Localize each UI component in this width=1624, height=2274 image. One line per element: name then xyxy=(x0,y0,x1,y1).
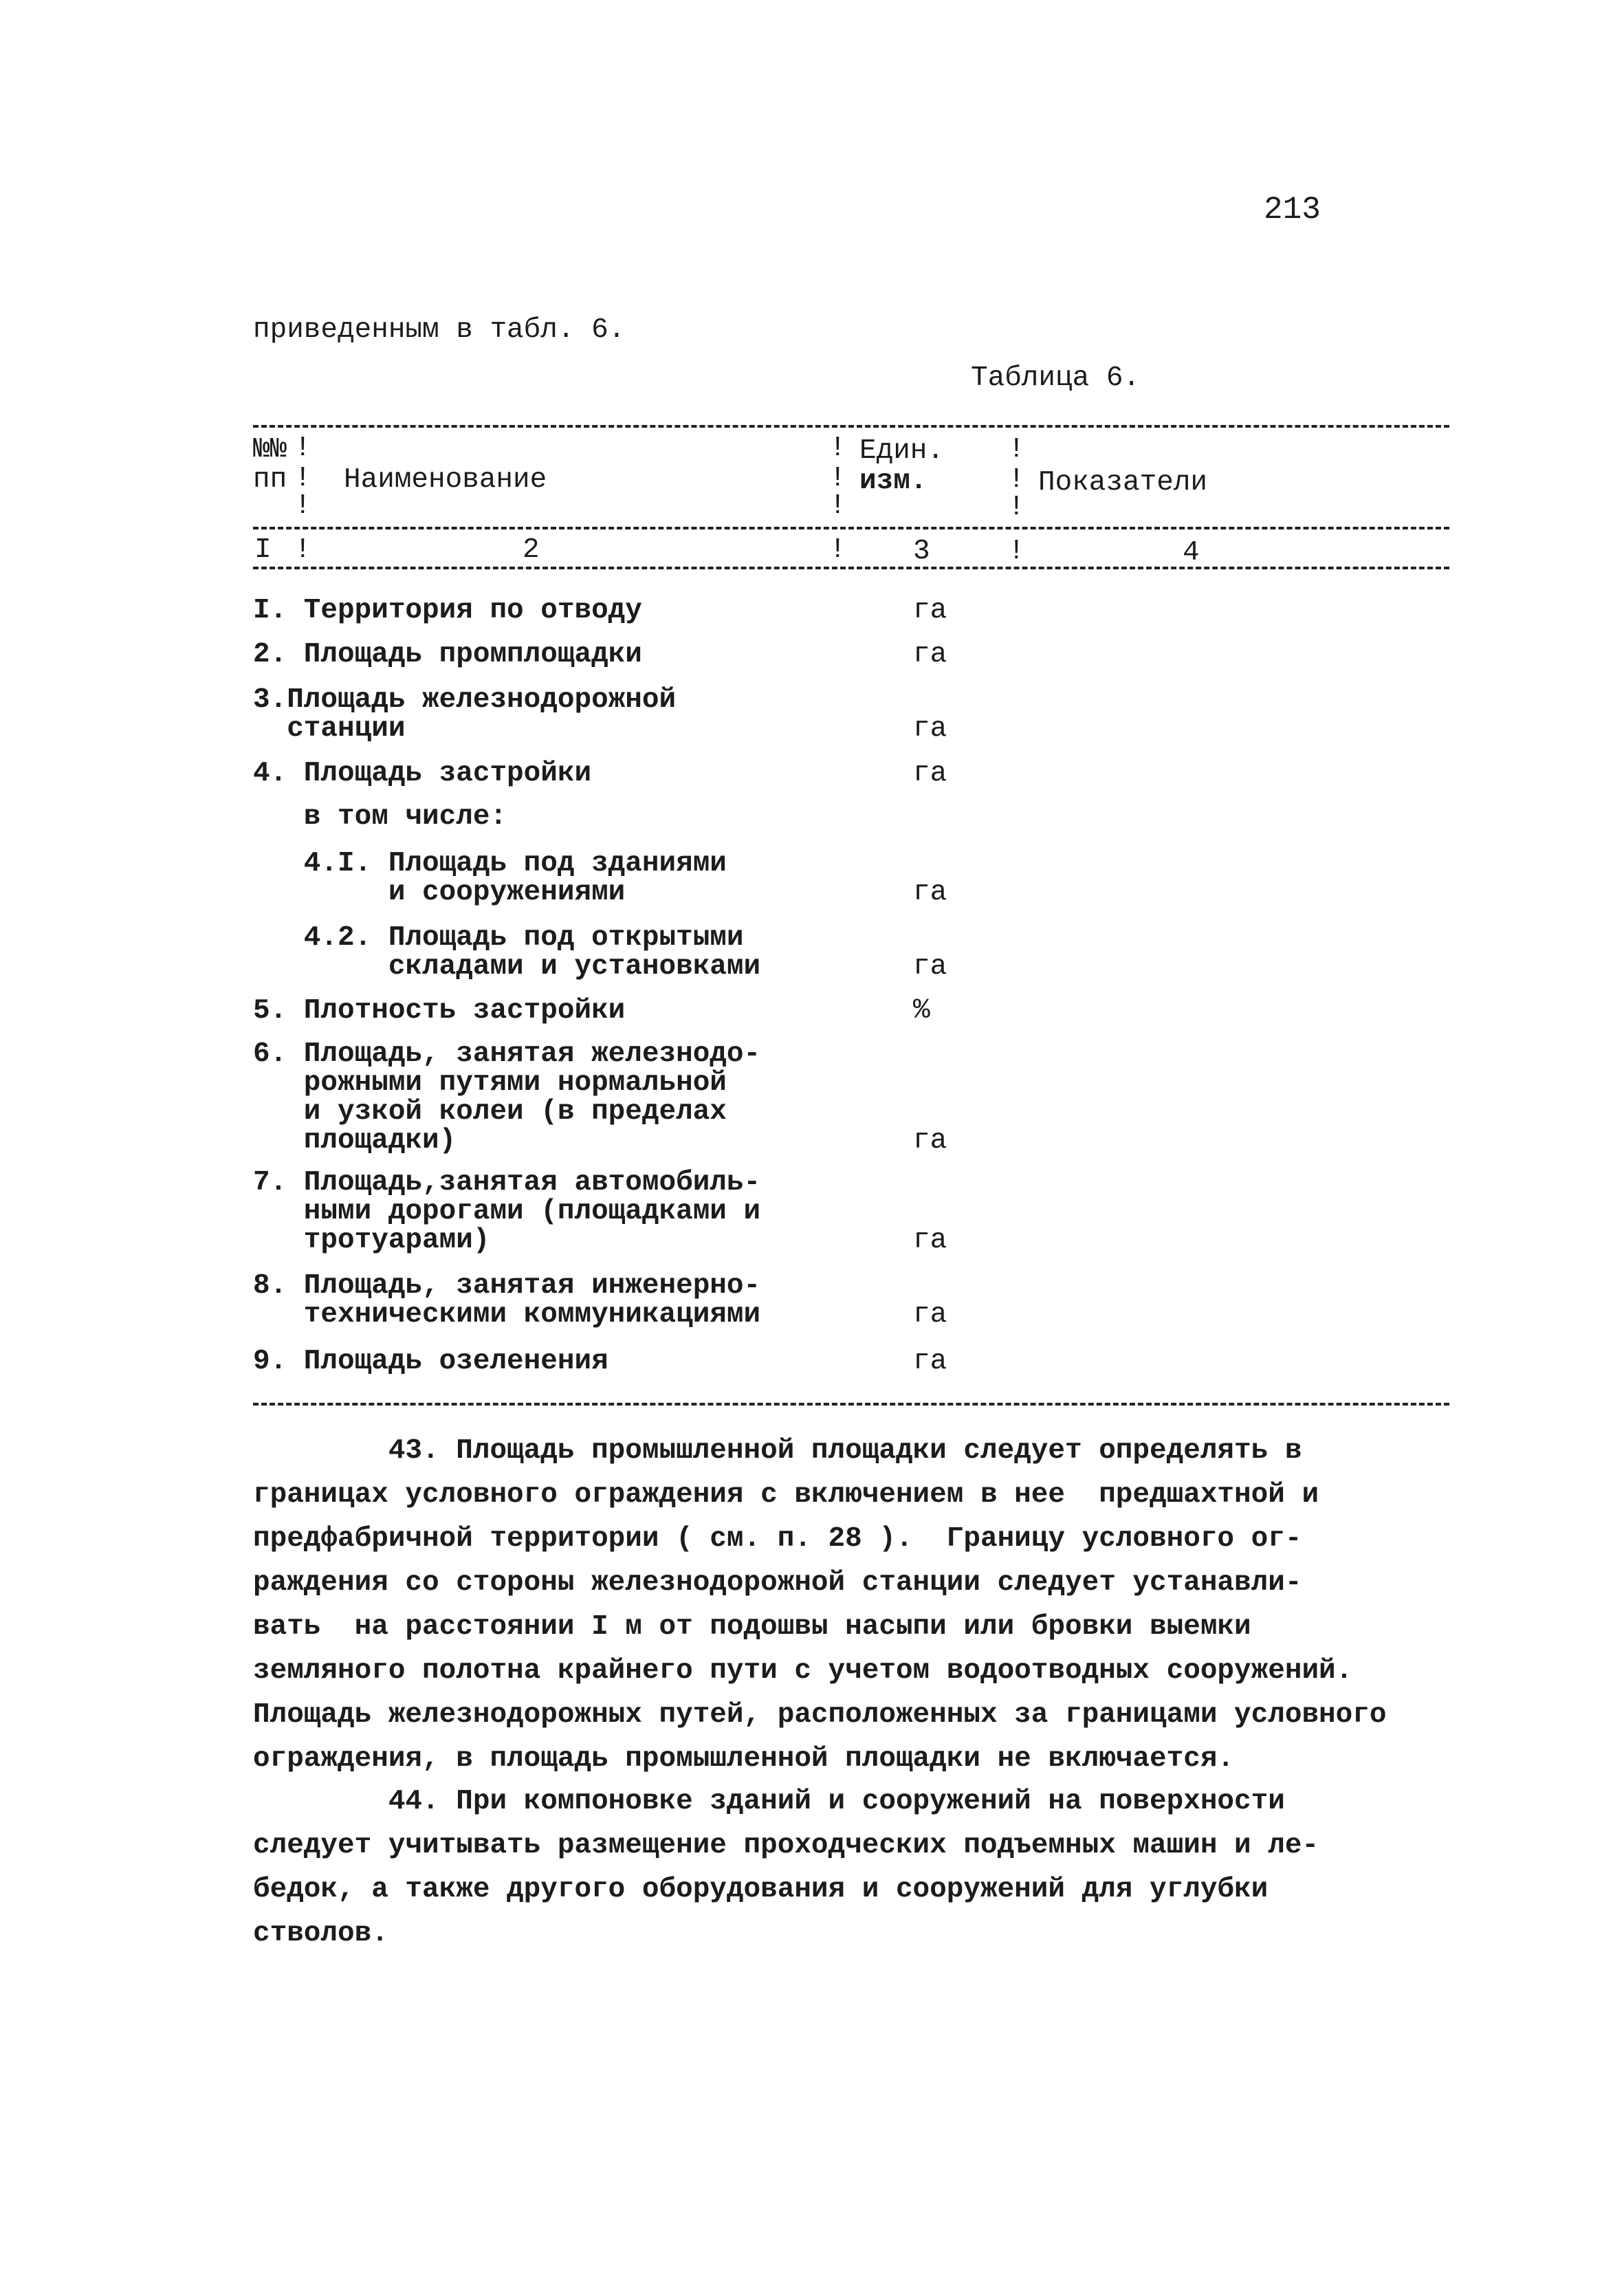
row-label: ными дорогами (площадками и xyxy=(253,1196,761,1227)
row-label: станции xyxy=(253,713,406,745)
row-unit: га xyxy=(913,713,947,745)
row-label: 8. Площадь, занятая инженерно- xyxy=(253,1270,761,1302)
paragraph-line: вать на расстоянии I м от подошвы насыпи или бровки выемки xyxy=(253,1611,1251,1643)
row-unit: га xyxy=(913,1125,947,1157)
header-name: Наименование xyxy=(344,464,547,496)
column-separator: ! xyxy=(294,534,311,566)
header-separator: ! xyxy=(829,463,846,494)
table-header-rule xyxy=(253,527,1449,529)
row-label: площадки) xyxy=(253,1125,457,1157)
row-label: и сооружениями xyxy=(253,877,626,908)
row-label: 4. Площадь застройки xyxy=(253,758,592,789)
header-unit-line-2: изм. xyxy=(859,466,928,497)
row-unit: га xyxy=(913,1346,947,1377)
table-bottom-rule xyxy=(253,1403,1449,1406)
row-unit: га xyxy=(913,595,947,626)
paragraph-line: раждения со стороны железнодорожной станции следует устанавли- xyxy=(253,1567,1302,1599)
header-unit-line-1: Един. xyxy=(859,435,945,467)
row-label: 5. Плотность застройки xyxy=(253,995,626,1027)
column-number: 2 xyxy=(523,534,540,566)
row-label: тротуарами) xyxy=(253,1225,490,1256)
header-separator: ! xyxy=(829,433,846,464)
paragraph-line: следует учитывать размещение проходческих подъемных машин и ле- xyxy=(253,1830,1319,1861)
row-label: 6. Площадь, занятая железнодо- xyxy=(253,1038,761,1070)
paragraph-line: ограждения, в площадь промышленной площадки не включается. xyxy=(253,1743,1235,1775)
header-separator: ! xyxy=(1008,434,1025,466)
row-label: I. Территория по отводу xyxy=(253,595,642,626)
paragraph-line: земляного полотна крайнего пути с учетом водоотводных сооружений. xyxy=(253,1655,1353,1687)
row-label: 7. Площадь,занятая автомобиль- xyxy=(253,1167,761,1199)
header-num-line-1: №№ xyxy=(253,434,287,466)
row-label: складами и установками xyxy=(253,951,761,983)
header-value: Показатели xyxy=(1038,467,1208,499)
row-label: 4.2. Площадь под открытыми xyxy=(253,922,744,954)
row-label: 4.I. Площадь под зданиями xyxy=(253,848,727,879)
table-caption: Таблица 6. xyxy=(971,362,1141,394)
row-label: 2. Площадь промплощадки xyxy=(253,639,642,670)
row-label: в том числе: xyxy=(253,801,507,833)
header-separator: ! xyxy=(829,490,846,522)
paragraph-line: границах условного ограждения с включением в нее предшахтной и xyxy=(253,1479,1319,1511)
header-separator: ! xyxy=(294,463,311,494)
row-unit: га xyxy=(913,877,947,908)
row-unit: га xyxy=(913,758,947,789)
row-unit: га xyxy=(913,1299,947,1331)
paragraph-line: Площадь железнодорожных путей, расположенных за границами условного xyxy=(253,1699,1387,1731)
table-top-rule xyxy=(253,425,1449,428)
paragraph-line: стволов. xyxy=(253,1918,388,1949)
column-number: 3 xyxy=(913,536,930,567)
row-label: и узкой колеи (в пределах xyxy=(253,1096,727,1128)
column-number: 4 xyxy=(1183,537,1200,569)
column-separator: ! xyxy=(829,534,846,566)
row-unit: га xyxy=(913,1225,947,1256)
paragraph-line: предфабричной территории ( см. п. 28 ). Границу условного ог- xyxy=(253,1523,1302,1555)
row-label: 3.Площадь железнодорожной xyxy=(253,684,677,716)
table-column-number-rule xyxy=(253,567,1449,569)
page-number: 213 xyxy=(1264,192,1321,228)
column-separator: ! xyxy=(1008,536,1025,567)
row-unit: га xyxy=(913,639,947,670)
row-label: 9. Площадь озеленения xyxy=(253,1346,608,1377)
header-separator: ! xyxy=(294,490,311,522)
header-separator: ! xyxy=(1008,464,1025,496)
paragraph-line: бедок, а также другого оборудования и сооружений для углубки xyxy=(253,1874,1269,1905)
intro-line: приведенным в табл. 6. xyxy=(253,314,626,346)
column-number: I xyxy=(254,534,272,566)
row-unit: % xyxy=(913,995,930,1027)
paragraph-line: 44. При компоновке зданий и сооружений на поверхности xyxy=(253,1786,1285,1817)
paragraph-line: 43. Площадь промышленной площадки следует определять в xyxy=(253,1435,1302,1467)
header-separator: ! xyxy=(294,433,311,464)
header-num-line-2: пп xyxy=(253,464,287,496)
row-label: рожными путями нормальной xyxy=(253,1067,727,1099)
row-unit: га xyxy=(913,951,947,983)
header-separator: ! xyxy=(1008,492,1025,523)
row-label: техническими коммуникациями xyxy=(253,1299,761,1331)
